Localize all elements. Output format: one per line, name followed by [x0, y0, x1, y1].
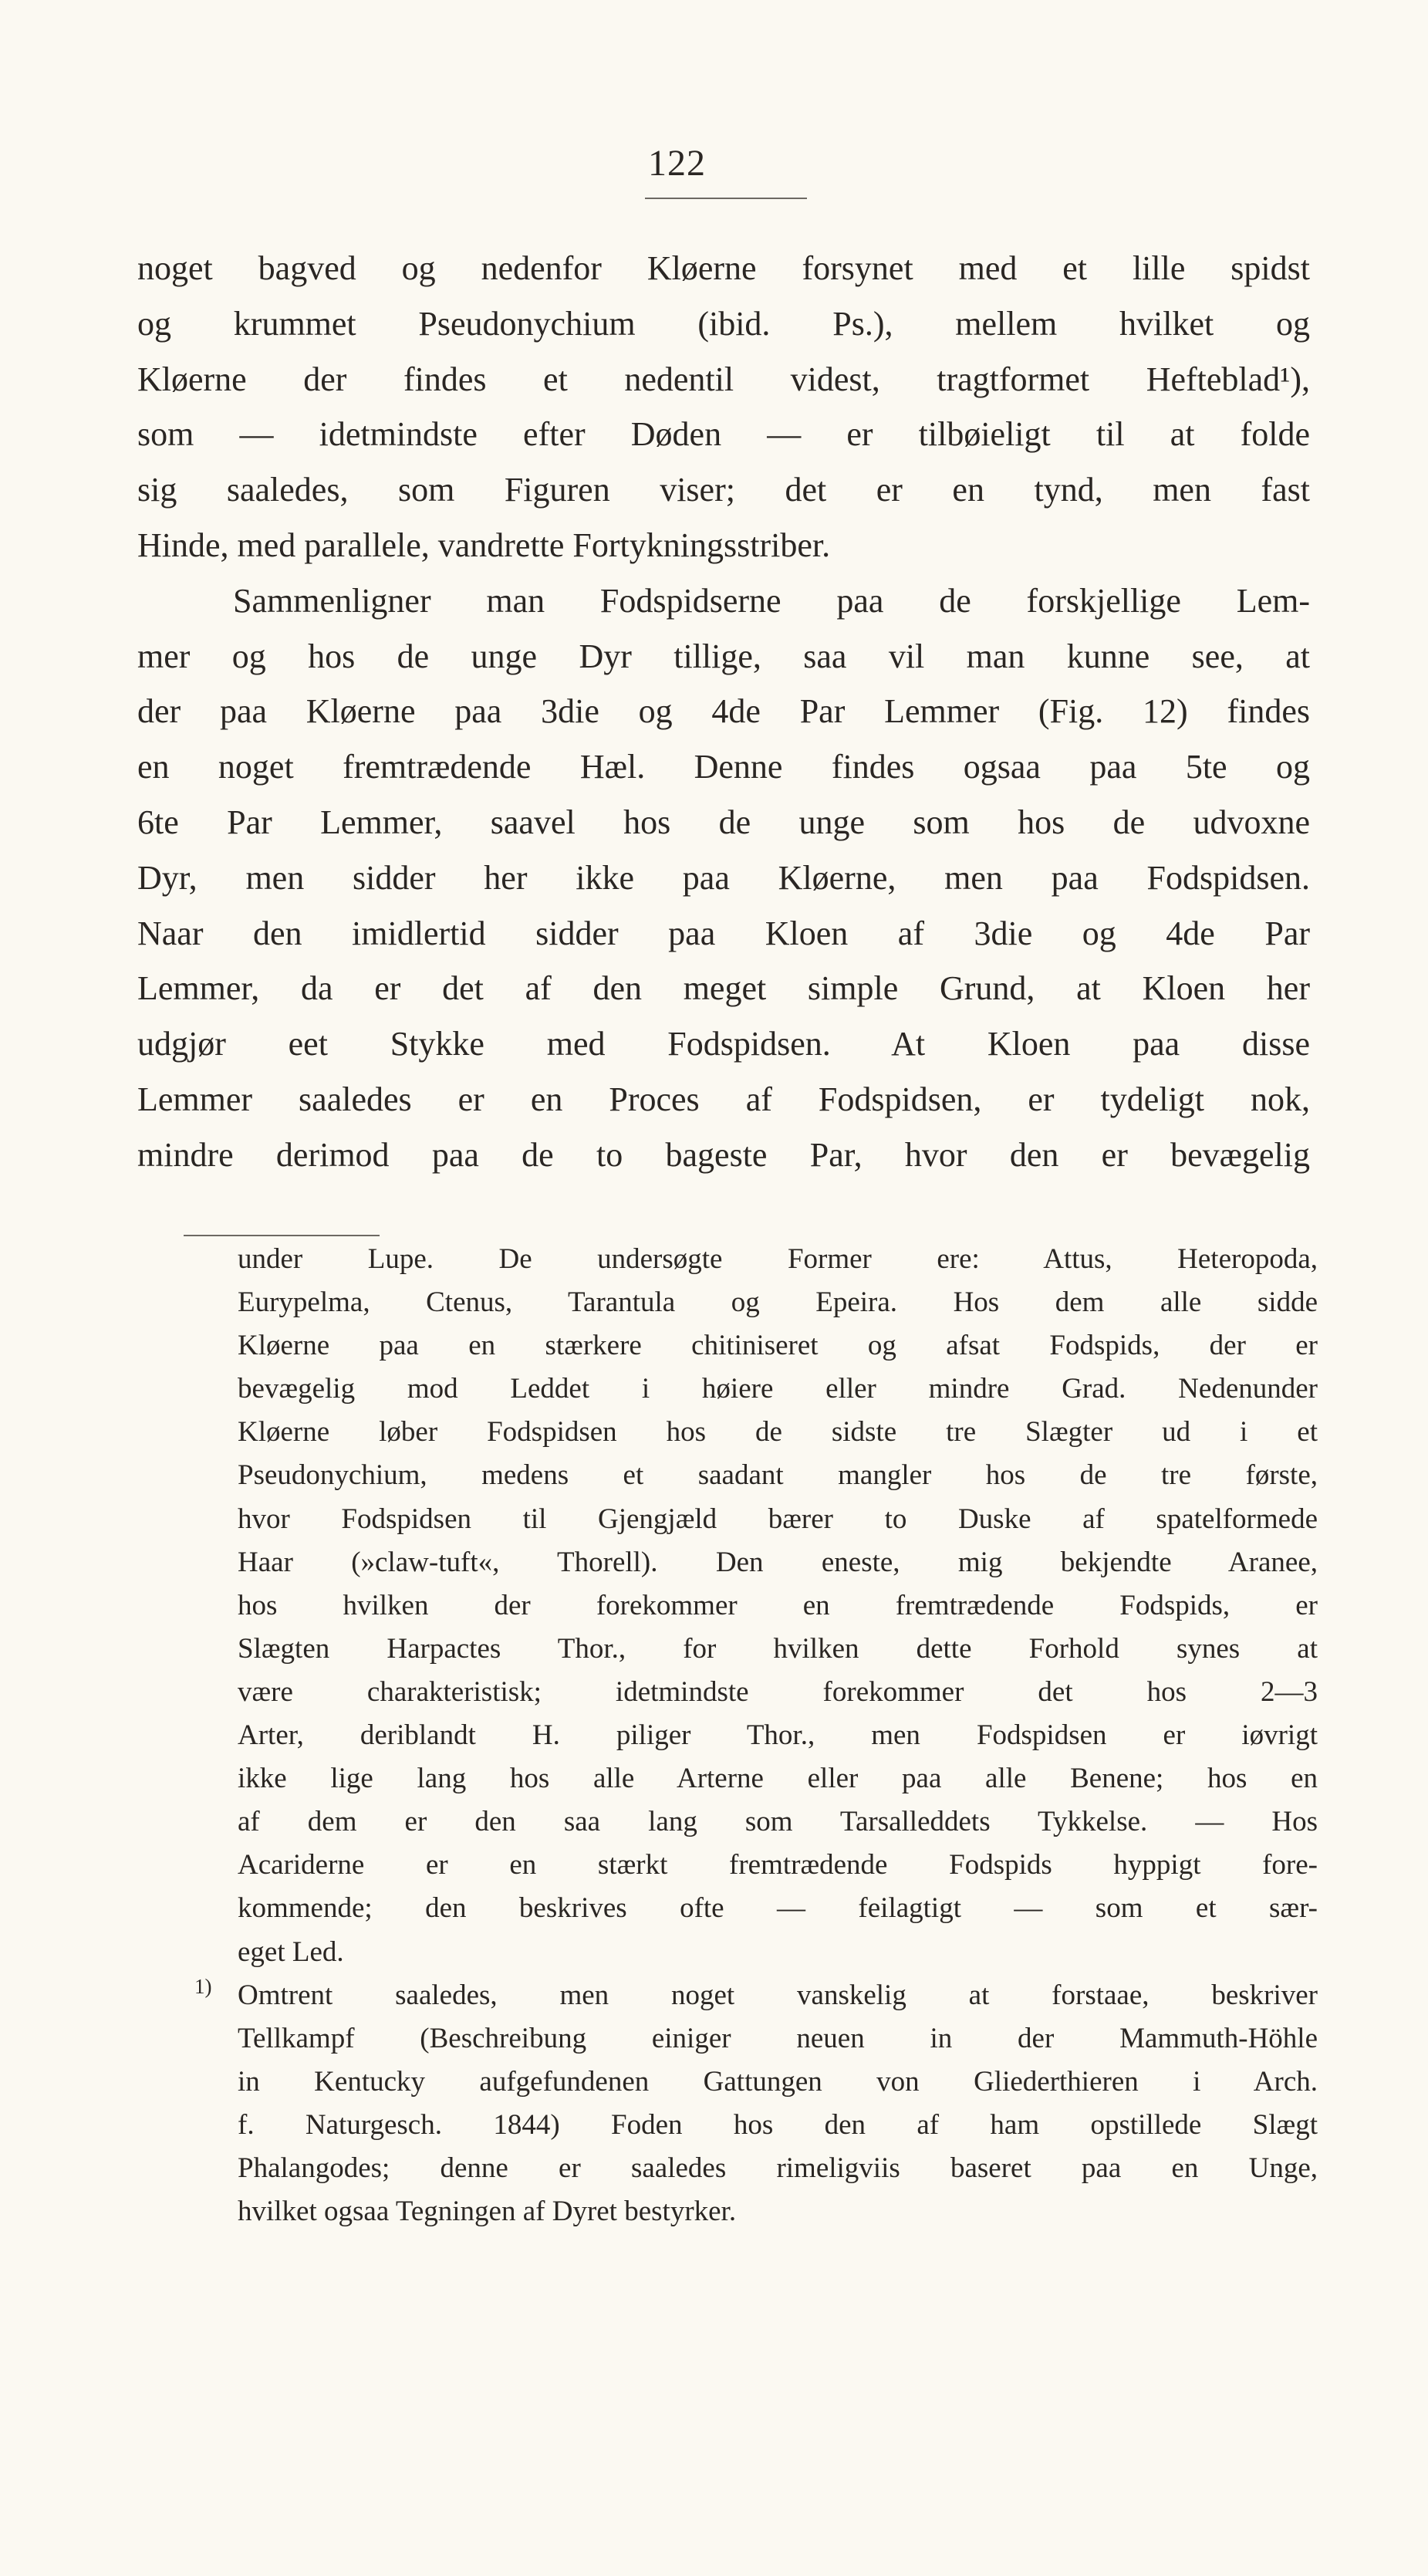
footnote-line: under Lupe. De undersøgte Former ere: Attus, Heteropoda, [238, 1243, 1318, 1275]
footnote-marker: 1) [194, 1974, 212, 1998]
main-text-line: Dyr, men sidder her ikke paa Kløerne, men paa Fodspidsen. [137, 858, 1310, 897]
main-text-line: og krummet Pseudonychium (ibid. Ps.), mellem hvilket og [137, 304, 1310, 343]
main-text-line: mindre derimod paa de to bageste Par, hvor den er bevægelig [137, 1135, 1310, 1174]
footnote-line: Acariderne er en stærkt fremtrædende Fodspids hyppigt fore- [238, 1849, 1318, 1881]
footnote-line: Kløerne paa en stærkere chitiniseret og afsat Fodspids, der er [238, 1330, 1318, 1362]
main-text-line: Lemmer, da er det af den meget simple Grund, at Kloen her [137, 969, 1310, 1008]
footnote-line: Arter, deriblandt H. piliger Thor., men Fodspidsen er iøvrigt [238, 1719, 1318, 1752]
footnote-line: Slægten Harpactes Thor., for hvilken dette Forhold synes at [238, 1632, 1318, 1665]
main-text-line: noget bagved og nedenfor Kløerne forsynet med et lille spidst [137, 249, 1310, 287]
main-text-line: mer og hos de unge Dyr tillige, saa vil man kunne see, at [137, 637, 1310, 675]
footnote-line: kommende; den beskrives ofte — feilagtigt — som et sær- [238, 1892, 1318, 1925]
footnote-separator [184, 1235, 380, 1236]
main-text-block [137, 241, 1310, 1183]
page-number-underline [645, 198, 807, 199]
footnote-line: Kløerne løber Fodspidsen hos de sidste tre Slægter ud i et [238, 1416, 1318, 1449]
footnote-line: hvor Fodspidsen til Gjengjæld bærer to Duske af spatelformede [238, 1503, 1318, 1535]
main-text-line: Sammenligner man Fodspidserne paa de forskjellige Lem- [233, 581, 1310, 620]
page-number: 122 [648, 143, 706, 184]
footnotes-block [194, 1238, 1318, 2233]
main-text-line: som — idetmindste efter Døden — er tilbøieligt til at folde [137, 415, 1310, 454]
main-text-line: der paa Kløerne paa 3die og 4de Par Lemmer (Fig. 12) findes [137, 692, 1310, 731]
footnote-1-text: Omtrent saaledes, men noget vanskelig at forstaae, beskriver [238, 1979, 1318, 2011]
footnote-line: Phalangodes; denne er saaledes rimeligviis baseret paa en Unge, [238, 2152, 1318, 2184]
main-text-line: Kløerne der findes et nedentil videst, tragtformet Hefteblad¹), [137, 360, 1310, 398]
footnote-line: Haar (»claw-tuft«, Thorell). Den eneste, mig bekjendte Aranee, [238, 1546, 1318, 1578]
footnote-line: bevægelig mod Leddet i høiere eller mindre Grad. Nedenunder [238, 1373, 1318, 1405]
footnote-line: være charakteristisk; idetmindste forekommer det hos 2—3 [238, 1675, 1318, 1708]
main-text-line: udgjør eet Stykke med Fodspidsen. At Kloen paa disse [137, 1025, 1310, 1063]
main-text-line: Hinde, med parallele, vandrette Fortykningsstriber. [137, 526, 831, 564]
footnote-line: ikke lige lang hos alle Arterne eller paa alle Benene; hos en [238, 1763, 1318, 1795]
footnote-line: Eurypelma, Ctenus, Tarantula og Epeira. Hos dem alle sidde [238, 1286, 1318, 1319]
footnote-line: in Kentucky aufgefundenen Gattungen von Gliederthieren i Arch. [238, 2065, 1318, 2098]
footnote-line: hos hvilken der forekommer en fremtrædende Fodspids, er [238, 1589, 1318, 1621]
main-text-line: 6te Par Lemmer, saavel hos de unge som hos de udvoxne [137, 803, 1310, 841]
main-text-line: en noget fremtrædende Hæl. Denne findes ogsaa paa 5te og [137, 748, 1310, 786]
footnote-line: hvilket ogsaa Tegningen af Dyret bestyrker. [238, 2196, 737, 2228]
main-text-line: Lemmer saaledes er en Proces af Fodspidsen, er tydeligt nok, [137, 1080, 1310, 1118]
main-text-line: sig saaledes, som Figuren viser; det er en tynd, men fast [137, 471, 1310, 509]
footnote-line: Pseudonychium, medens et saadant mangler hos de tre første, [238, 1459, 1318, 1492]
footnote-line: eget Led. [238, 1935, 344, 1968]
footnote-line: af dem er den saa lang som Tarsalleddets Tykkelse. — Hos [238, 1806, 1318, 1838]
footnote-line: Tellkampf (Beschreibung einiger neuen in der Mammuth-Höhle [238, 2022, 1318, 2054]
main-text-line: Naar den imidlertid sidder paa Kloen af 3die og 4de Par [137, 914, 1310, 952]
footnote-line: f. Naturgesch. 1844) Foden hos den af ham opstillede Slægt [238, 2108, 1318, 2141]
footnote-1-line [194, 1974, 1318, 2017]
